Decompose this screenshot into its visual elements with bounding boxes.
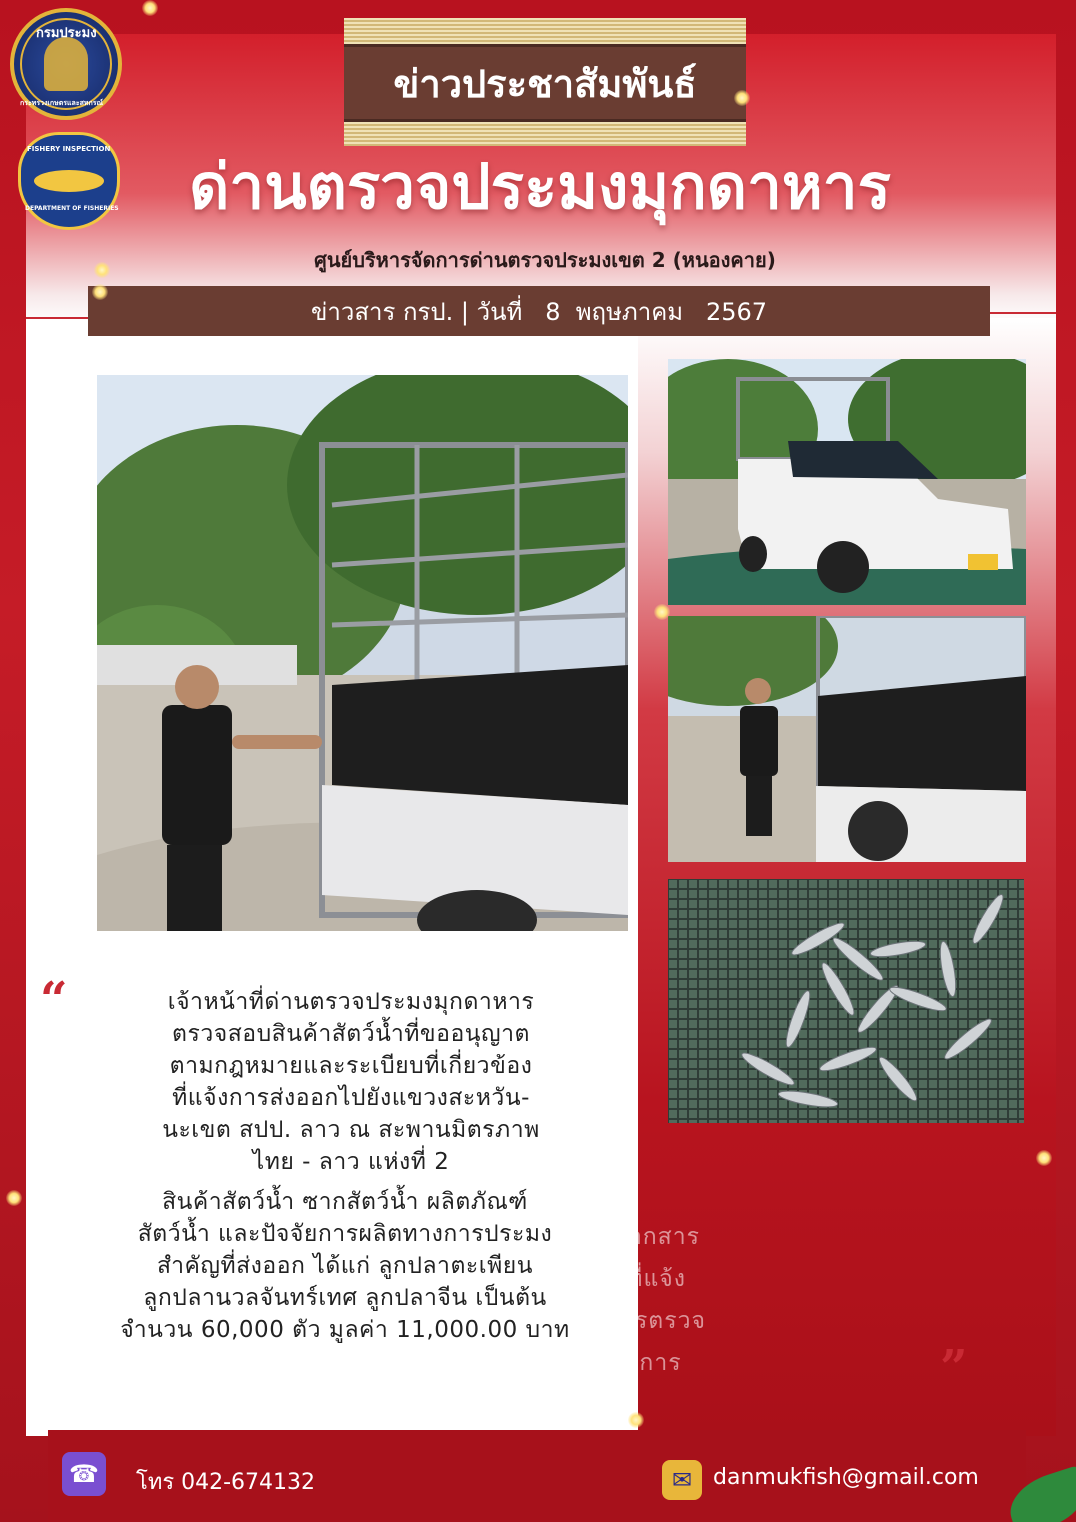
logo-inspection-bottom: DEPARTMENT OF FISHERIES bbox=[25, 205, 119, 212]
divider-right bbox=[990, 312, 1056, 314]
paragraph-2-line: สินค้าสัตว์น้ำ ซากสัตว์น้ำ ผลิตภัณฑ์ bbox=[162, 1189, 528, 1215]
logo-title: กรมประมง bbox=[36, 26, 97, 41]
sparkle-decoration bbox=[734, 90, 750, 106]
ghost-line: ตามที่แจ้ง bbox=[581, 1266, 686, 1292]
sparkle-decoration bbox=[142, 0, 158, 16]
photo-fish-illustration bbox=[668, 879, 1024, 1123]
logo-inspection-top: FISHERY INSPECTION bbox=[27, 145, 111, 153]
phone-number[interactable]: โทร 042-674132 bbox=[136, 1470, 316, 1495]
ghost-line: ตามระเบียบ bbox=[486, 1392, 614, 1418]
page-title: ด่านตรวจประมงมุกดาหาร bbox=[189, 150, 891, 223]
divider-left bbox=[26, 317, 88, 319]
page-subtitle: ศูนย์บริหารจัดการด่านตรวจประมงเขต 2 (หนองคาย) bbox=[314, 248, 776, 272]
phone-icon: ☎ bbox=[62, 1452, 106, 1496]
email-link[interactable]: danmukfish@gmail.com bbox=[713, 1465, 979, 1490]
photo-truck-illustration bbox=[668, 359, 1026, 605]
paragraph-1-line: ตรวจสอบสินค้าสัตว์น้ำที่ขออนุญาต bbox=[172, 1021, 530, 1047]
ghost-line: การตรวจ bbox=[606, 1308, 706, 1334]
sparkle-decoration bbox=[628, 1412, 644, 1428]
banner-stripe-top bbox=[344, 18, 746, 46]
date-bar: ข่าวสาร กรป. | วันที่ 8 พฤษภาคม 2567 bbox=[88, 286, 990, 336]
paragraph-1-line: ตามกฎหมายและระเบียบที่เกี่ยวข้อง bbox=[169, 1053, 533, 1079]
paragraph-1-line: ไทย - ลาว แห่งที่ 2 bbox=[252, 1149, 450, 1175]
fishery-inspection-logo bbox=[18, 132, 120, 230]
quote-close-mark: ” bbox=[940, 1340, 968, 1396]
photo-main-illustration bbox=[97, 375, 628, 931]
paragraph-export-details bbox=[60, 1186, 630, 1346]
photo-pickup-truck bbox=[668, 359, 1026, 605]
paragraph-2-line: สัตว์น้ำ และปัจจัยการผลิตทางการประมง bbox=[137, 1221, 553, 1247]
paragraph-2-line: สำคัญที่ส่งออก ได้แก่ ลูกปลาตะเพียน bbox=[157, 1253, 533, 1279]
photo-officer-with-cargo bbox=[668, 616, 1026, 862]
ghost-line: ปล่อยให้กับผู้ประกอบการ bbox=[418, 1350, 682, 1376]
photo-man-illustration bbox=[668, 616, 1026, 862]
logo-subtitle: กระทรวงเกษตรและสหกรณ์ bbox=[20, 99, 103, 107]
paragraph-1-line: เจ้าหน้าที่ด่านตรวจประมงมุกดาหาร bbox=[167, 989, 535, 1015]
seal-emblem-icon bbox=[44, 37, 88, 91]
banner-label: ข่าวประชาสัมพันธ์ bbox=[344, 44, 746, 122]
photo-officer-inspecting-truck bbox=[97, 375, 628, 931]
paragraph-1-line: ที่แจ้งการส่งออกไปยังแขวงสะหวัน- bbox=[172, 1085, 530, 1111]
paragraph-2-line: ลูกปลานวลจันทร์เทศ ลูกปลาจีน เป็นต้น bbox=[143, 1285, 547, 1311]
paragraph-2-line: จำนวน 60,000 ตัว มูลค่า 11,000.00 บาท bbox=[120, 1317, 570, 1343]
paragraph-inspection bbox=[86, 986, 616, 1178]
sparkle-decoration bbox=[92, 284, 108, 300]
quote-open-mark: “ bbox=[40, 972, 68, 1028]
department-of-fisheries-logo bbox=[10, 8, 122, 120]
ghost-line: เอกสาร bbox=[619, 1224, 700, 1250]
sparkle-decoration bbox=[94, 262, 110, 278]
photo-fish-fry bbox=[668, 879, 1024, 1123]
mail-icon: ✉ bbox=[662, 1460, 702, 1500]
sparkle-decoration bbox=[1036, 1150, 1052, 1166]
paragraph-1-line: นะเขต สปป. ลาว ณ สะพานมิตรภาพ bbox=[162, 1117, 540, 1143]
wings-emblem-icon bbox=[34, 170, 104, 192]
headline-banner bbox=[344, 18, 746, 128]
sparkle-decoration bbox=[6, 1190, 22, 1206]
sparkle-decoration bbox=[654, 604, 670, 620]
